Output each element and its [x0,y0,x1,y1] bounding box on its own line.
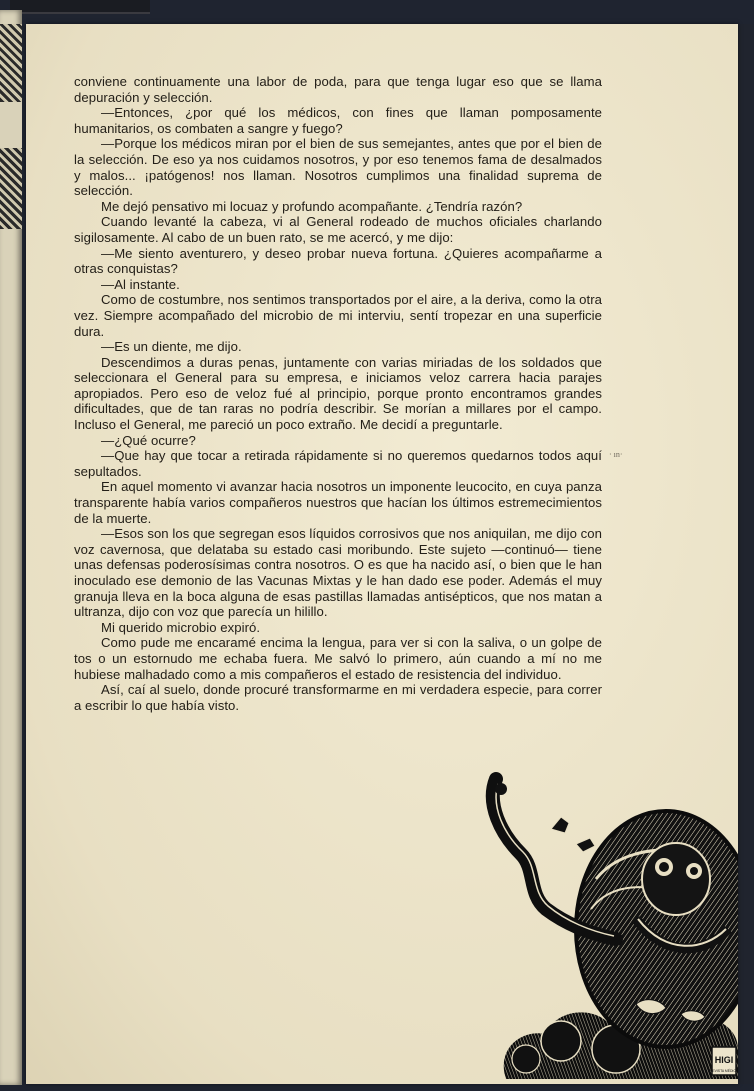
article-paragraph: —Me siento aventurero, y deseo probar nueva fortuna. ¿Quieres acompañarme a otras conquistas? [74,245,602,277]
article-paragraph: —Esos son los que segregan esos líquidos corrosivos que nos aniquilan, me dijo con voz cavernosa, que delataba su estado casi moribundo. Este sujeto —continuó— tiene unas defensas poderosísimas contra nosotros. O es que ha nacido así, o bien que le han inoculado ese demonio de las Vacunas Mixtas y le han dado ese poder. Además el muy granuja lleva en la boca alguna de esas pastillas llamadas antisépticos, que nos matan a ultranza, dijo con voz que parecía un hilillo. [74,526,602,620]
adjacent-page-edge [0,10,22,1085]
article-paragraph: conviene continuamente una labor de poda, para que tenga lugar eso que se llama depuración y selección. [74,74,602,105]
article-paragraph: —Que hay que tocar a retirada rápidamente si no queremos quedarnos todos aquí sepultados. [74,448,602,479]
artist-signature: HIGI [714,1055,734,1065]
article-paragraph: —Es un diente, me dijo. [101,339,242,355]
article-paragraph: —Entonces, ¿por qué los médicos, con fines que llaman pomposamente humanitarios, os combaten a sangre y fuego? [74,105,602,136]
article-paragraph: —Al instante. [101,276,180,292]
microbe-illustration [466,759,738,1079]
article-paragraph: Así, caí al suelo, donde procuré transformarme en mi verdadera especie, para correr a escribir lo que había visto. [74,682,602,713]
print-speck: · ın· [609,450,623,459]
article-paragraph: —Porque los médicos miran por el bien de sus semejantes, antes que por el bien de la selección. De eso ya nos cuidamos nosotros, y por eso tenemos fama de desalmados y malos... ¡patógenos! nos llaman. Nosotros cumplimos una finalidad suprema de selección. [74,136,602,199]
magazine-page [26,24,738,1084]
article-paragraph: —¿Qué ocurre? [101,432,196,448]
article-paragraph: En aquel momento vi avanzar hacia nosotros un imponente leucocito, en cuya panza transparente había varios compañeros nuestros que hacían los últimos estremecimientos de la muerte. [74,479,602,526]
article-body [74,74,602,713]
article-paragraph: Cuando levanté la cabeza, vi al General rodeado de muchos oficiales charlando sigilosamente. Al cabo de un buen rato, se me acercó, y me dijo: [74,214,602,245]
binding-tab [10,0,150,14]
scan-right-border [738,24,754,1084]
article-paragraph: Como pude me encaramé encima la lengua, para ver si con la saliva, o un golpe de tos o un estornudo me echaba fuera. Me salvó lo primero, aún cuando a mí no me hubiese malhadado como a mis compañeros el estado de resistencia del individuo. [74,635,602,682]
artist-credit: REVISTA MÉDICA [709,1069,738,1073]
adjacent-page-pattern [0,24,22,229]
article-paragraph: Me dejó pensativo mi locuaz y profundo acompañante. ¿Tendría razón? [101,198,523,214]
article-paragraph: Descendimos a duras penas, juntamente con varias miriadas de los soldados que seleccionara el General para su empresa, e iniciamos veloz carrera hacia parajes apropiados. Pero eso de veloz fué al principio, porque pronto encontramos grandes dificultades, que de tan raras no podría describir. Se morían a millares por el campo. Incluso el General, me pareció un poco extraño. Me decidí a preguntarle. [74,354,602,433]
article-paragraph: Como de costumbre, nos sentimos transportados por el aire, a la deriva, como la otra vez. Siempre acompañado del microbio de mi interviu, sentí tropezar en una superficie dura. [74,292,602,339]
article-paragraph: Mi querido microbio expiró. [101,619,261,635]
